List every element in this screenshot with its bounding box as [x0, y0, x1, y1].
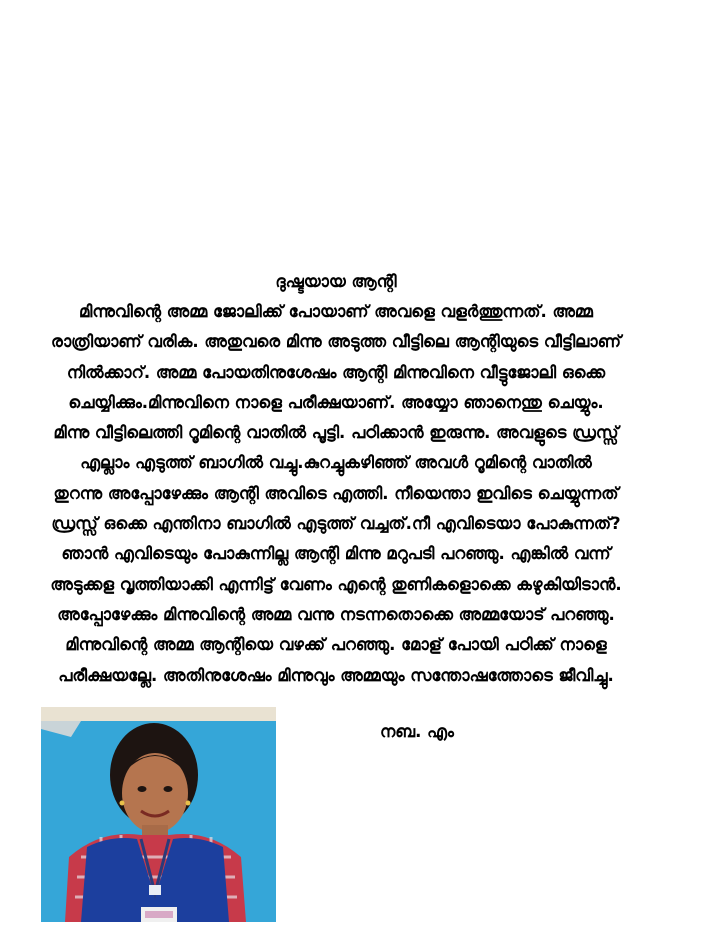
story-line: ഡ്രസ്സ് ഒക്കെ എന്തിനാ ബാഗിൽ എടുത്ത് വച്ചത്.നീ എവിടെയാ പോകുന്നത്? — [51, 514, 621, 534]
author-name: നബ. എം — [380, 722, 454, 741]
story-title: ദുഷ്ടയായ ആന്റി — [275, 272, 397, 291]
author-photo — [41, 707, 276, 922]
story-line: മിന്നു വീട്ടിലെത്തി റൂമിന്റെ വാതിൽ പൂട്ടി. പഠിക്കാൻ ഇരുന്നു. അവളുടെ ഡ്രസ്സ് — [53, 423, 619, 443]
story-line: അടുക്കള വൃത്തിയാക്കി എന്നിട്ട് വേണം എന്റെ തുണികളൊക്കെ കഴുകിയിടാൻ. — [50, 574, 622, 594]
story-line: ഞാൻ എവിടെയും പോകുന്നില്ല ആന്റി മിന്നു മറുപടി പറഞ്ഞു. എങ്കിൽ വന്ന് — [61, 544, 611, 564]
story-body — [0, 297, 672, 691]
author-portrait-illustration — [41, 707, 276, 922]
story-line: നിൽക്കാറ്. അമ്മ പോയതിനുശേഷം ആന്റി മിന്നുവിനെ വീട്ടുജോലി ഒക്കെ — [66, 362, 606, 382]
story-line: രാത്രിയാണ് വരിക. അതുവരെ മിന്നു അടുത്ത വീട്ടിലെ ആന്റിയുടെ വീട്ടിലാണ് — [51, 332, 621, 352]
story-line: മിന്നുവിന്റെ അമ്മ ജോലിക്ക് പോയാണ് അവളെ വളർത്തുന്നത്. അമ്മ — [79, 302, 593, 321]
story-line: പരീക്ഷയല്ലേ. അതിനുശേഷം മിന്നുവും അമ്മയും സന്തോഷത്തോടെ ജീവിച്ചു. — [58, 665, 614, 685]
story-line: എല്ലാം എടുത്ത് ബാഗിൽ വച്ചു.കുറച്ചുകഴിഞ്ഞ് അവൾ റൂമിന്റെ വാതിൽ — [80, 453, 592, 473]
story-line: ചെയ്യിക്കും.മിന്നുവിനെ നാളെ പരീക്ഷയാണ്. അയ്യോ ഞാനെന്തു ചെയ്യും. — [68, 392, 604, 412]
story-line: മിന്നുവിന്റെ അമ്മ ആന്റിയെ വഴക്ക് പറഞ്ഞു. മോള് പോയി പഠിക്ക് നാളെ — [65, 635, 607, 655]
story-line: അപ്പോഴേക്കും മിന്നുവിന്റെ അമ്മ വന്നു നടന്നതൊക്കെ അമ്മയോട് പറഞ്ഞു. — [57, 604, 615, 624]
story-line: തുറന്നു അപ്പോഴേക്കും ആന്റി അവിടെ എത്തി. നീയെന്താ ഇവിടെ ചെയ്യുന്നത് — [53, 483, 619, 503]
